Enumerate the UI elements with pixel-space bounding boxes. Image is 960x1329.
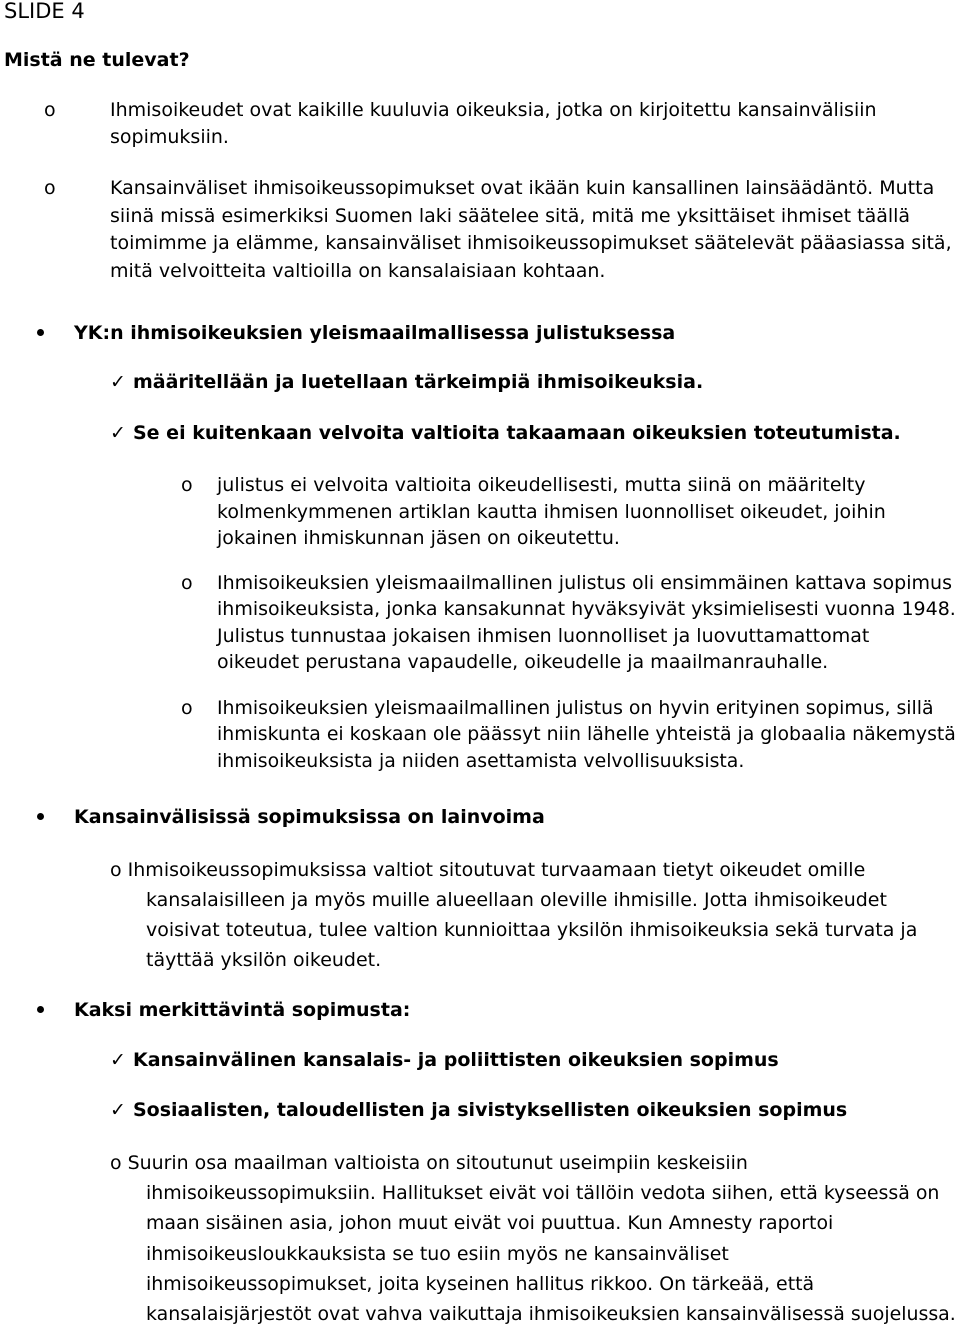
covenants-paragraph bbox=[110, 1148, 956, 1329]
intro-bullet-marker: o bbox=[44, 99, 56, 121]
text-line: kansalaisjärjestöt ovat vahva vaikuttaja ihmisoikeuksien kansainvälisessä suojelussa. bbox=[146, 1303, 956, 1326]
section-bullet-dot bbox=[37, 813, 44, 820]
text-line: maan sisäinen asia, johon muut eivät voi puuttua. Kun Amnesty raportoi bbox=[146, 1212, 834, 1235]
check-icon: ✓ bbox=[110, 422, 126, 444]
intro-paragraph-2 bbox=[110, 175, 952, 285]
sub-bullet-marker: o bbox=[181, 572, 193, 594]
text-line: oikeudet perustana vapaudelle, oikeudelle ja maailmanrauhalle. bbox=[217, 650, 829, 673]
text-line: Kansainväliset ihmisoikeussopimukset ovat ikään kuin kansallinen lainsäädäntö. Mutta bbox=[110, 177, 935, 199]
section-bullet-dot bbox=[37, 1006, 44, 1013]
check-item: Kansainvälinen kansalais- ja poliittisten oikeuksien sopimus bbox=[133, 1049, 779, 1071]
text-line: ihmisoikeusloukkauksista se tuo esiin myös ne kansainväliset bbox=[146, 1242, 729, 1265]
text-line: o Ihmisoikeussopimuksissa valtiot sitoutuvat turvaamaan tietyt oikeudet omille bbox=[110, 859, 866, 881]
text-line: ihmisoikeussopimuksiin. Hallitukset eivät voi tällöin vedota siihen, että kyseessä on bbox=[146, 1182, 940, 1205]
slide-title: SLIDE 4 bbox=[4, 0, 85, 23]
check-icon: ✓ bbox=[110, 371, 126, 393]
check-icon: ✓ bbox=[110, 1049, 126, 1071]
text-line: Ihmisoikeuksien yleismaailmallinen julistus oli ensimmäinen kattava sopimus bbox=[217, 572, 952, 594]
check-item: määritellään ja luetellaan tärkeimpiä ihmisoikeuksia. bbox=[133, 371, 704, 393]
udhr-sub-paragraph-2 bbox=[217, 570, 956, 675]
text-line: ihmisoikeussopimukset, joita kyseinen hallitus rikkoo. On tärkeää, että bbox=[146, 1272, 815, 1295]
intro-paragraph-1 bbox=[110, 97, 877, 151]
text-line: sopimuksiin. bbox=[110, 126, 229, 148]
check-icon: ✓ bbox=[110, 1099, 126, 1121]
text-line: täyttää yksilön oikeudet. bbox=[146, 949, 382, 971]
sub-bullet-marker: o bbox=[181, 697, 193, 719]
slide-heading: Mistä ne tulevat? bbox=[4, 49, 190, 71]
text-line: Julistus tunnustaa jokaisen ihmisen luonnolliset ja luovuttamattomat bbox=[217, 624, 870, 647]
udhr-sub-paragraph-1 bbox=[217, 472, 886, 552]
text-line: kansalaisilleen ja myös muille alueellaan oleville ihmisille. Jotta ihmisoikeudet bbox=[146, 889, 887, 911]
text-line: kolmenkymmenen artiklan kautta ihmisen luonnolliset oikeudet, joihin bbox=[217, 500, 886, 523]
text-line: toimimme ja elämme, kansainväliset ihmisoikeussopimukset säätelevät pääasiassa sitä, bbox=[110, 232, 952, 254]
check-item: Sosiaalisten, taloudellisten ja sivistyksellisten oikeuksien sopimus bbox=[133, 1099, 848, 1121]
text-line: julistus ei velvoita valtioita oikeudellisesti, mutta siinä on määritelty bbox=[217, 474, 866, 496]
intro-bullet-marker: o bbox=[44, 177, 56, 199]
section-title-udhr: YK:n ihmisoikeuksien yleismaailmallisessa julistuksessa bbox=[74, 322, 676, 344]
text-line: ihmiskunta ei koskaan ole päässyt niin lähelle yhteistä ja globaalia näkemystä bbox=[217, 723, 956, 746]
text-line: o Suurin osa maailman valtioista on sitoutunut useimpiin keskeisiin bbox=[110, 1152, 748, 1174]
text-line: ihmisoikeuksista, jonka kansakunnat hyväksyivät yksimielisesti vuonna 1948. bbox=[217, 598, 956, 621]
text-line: jokainen ihmiskunnan jäsen on oikeutettu. bbox=[217, 527, 620, 549]
text-line: ihmisoikeuksista ja niiden asettamista velvollisuuksista. bbox=[217, 749, 745, 772]
section-bullet-dot bbox=[37, 329, 44, 336]
text-line: voisivat toteutua, tulee valtion kunnioittaa yksilön ihmisoikeuksia sekä turvata ja bbox=[146, 919, 918, 941]
sub-bullet-marker: o bbox=[181, 474, 193, 496]
text-line: Ihmisoikeudet ovat kaikille kuuluvia oikeuksia, jotka on kirjoitettu kansainvälisiin bbox=[110, 99, 877, 121]
text-line: Ihmisoikeuksien yleismaailmallinen julistus on hyvin erityinen sopimus, sillä bbox=[217, 697, 934, 719]
section-title-two-covenants: Kaksi merkittävintä sopimusta: bbox=[74, 999, 411, 1021]
section-title-binding: Kansainvälisissä sopimuksissa on lainvoima bbox=[74, 806, 545, 828]
text-line: mitä velvoitteita valtioilla on kansalaisiaan kohtaan. bbox=[110, 259, 606, 282]
check-item: Se ei kuitenkaan velvoita valtioita takaamaan oikeuksien toteutumista. bbox=[133, 422, 901, 444]
text-line: siinä missä esimerkiksi Suomen laki säätelee sitä, mitä me yksittäiset ihmiset täällä bbox=[110, 204, 911, 227]
udhr-sub-paragraph-3 bbox=[217, 695, 956, 774]
binding-paragraph bbox=[110, 855, 917, 975]
